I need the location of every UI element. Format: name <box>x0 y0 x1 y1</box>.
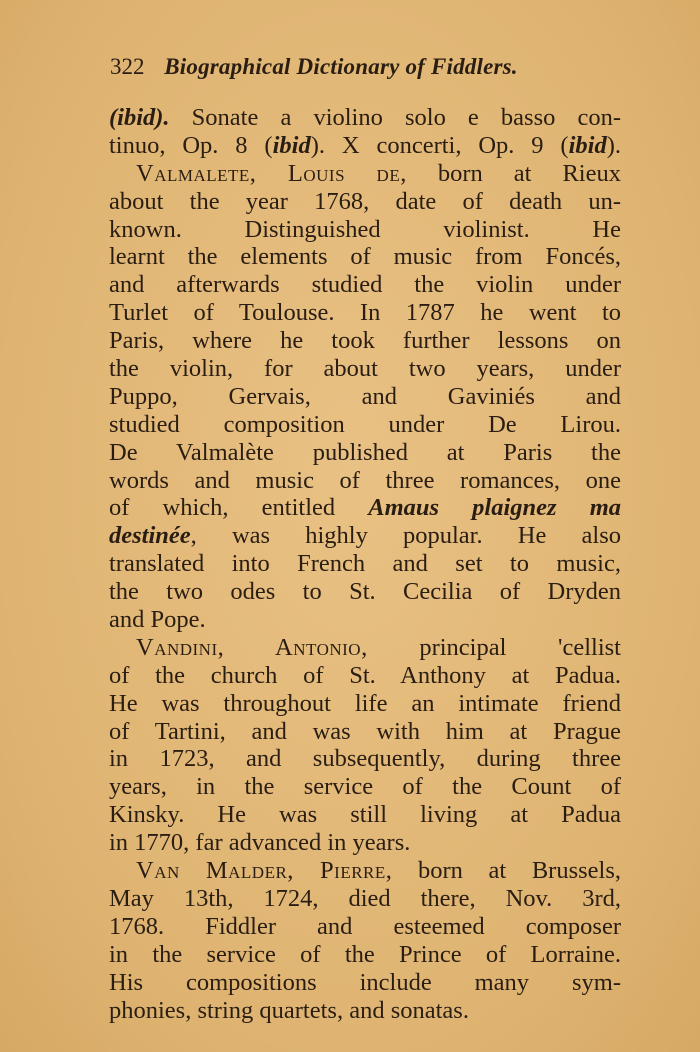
page-number: 322 <box>110 54 145 79</box>
text-line: tinuo, Op. 8 (ibid). X concerti, Op. 9 (ibid). <box>109 131 621 159</box>
running-head <box>110 50 590 84</box>
text-line: the two odes to St. Cecilia of Dryden <box>109 578 621 606</box>
text-line: the violin, for about two years, under <box>109 355 621 383</box>
text-line: studied composition under De Lirou. <box>109 410 621 438</box>
italic-citation: ibid <box>568 131 607 159</box>
text-line: May 13th, 1724, died there, Nov. 3rd, <box>109 884 621 912</box>
running-head-title: Biographical Dictionary of Fiddlers. <box>164 54 518 79</box>
entry-heading-line: Van Malder, Pierre, born at Brussels, <box>136 857 621 885</box>
text-line: translated into French and set to music, <box>109 550 621 578</box>
entry-name-valmalete: Valmalete, Louis de, <box>136 159 407 187</box>
text-line: years, in the service of the Count of <box>109 773 621 801</box>
text-line: His compositions include many sym- <box>109 968 621 996</box>
text-line: phonies, string quartets, and sonatas. <box>109 996 469 1024</box>
text-line: (ibid). Sonate a violino solo e basso con- <box>109 104 621 131</box>
text-line: of which, entitled Amaus plaignez ma <box>109 494 622 522</box>
text-line: words and music of three romances, one <box>109 466 621 494</box>
entry-heading-line: Valmalete, Louis de, born at Rieux <box>136 159 621 187</box>
text-line: De Valmalète published at Paris the <box>109 438 621 466</box>
text-line: in 1770, far advanced in years. <box>109 829 411 857</box>
italic-citation: (ibid). <box>109 104 170 131</box>
body-text <box>109 104 621 1024</box>
text-line: 1768. Fiddler and esteemed composer <box>109 912 621 940</box>
text-line: Turlet of Toulouse. In 1787 he went to <box>109 299 621 327</box>
italic-title: Amaus plaignez ma <box>368 494 622 522</box>
text-line: and Pope. <box>109 606 206 634</box>
text-line: Kinsky. He was still living at Padua <box>109 801 621 829</box>
text-line: learnt the elements of music from Foncés, <box>109 243 621 271</box>
text-line: and afterwards studied the violin under <box>109 271 621 299</box>
italic-title: destinée <box>109 522 191 550</box>
entry-heading-line: Vandini, Antonio, principal 'cellist <box>136 633 621 661</box>
text-line: in the service of the Prince of Lorraine. <box>109 940 621 968</box>
italic-citation: ibid <box>272 131 311 159</box>
text-line: He was throughout life an intimate friend <box>109 689 621 717</box>
text-line: of Tartini, and was with him at Prague <box>109 717 621 745</box>
text-line: about the year 1768, date of death un- <box>109 187 621 215</box>
text-line: of the church of St. Anthony at Padua. <box>109 661 621 689</box>
entry-name-van-malder: Van Malder, Pierre, <box>136 857 393 885</box>
text-line: in 1723, and subsequently, during three <box>109 745 621 773</box>
text-line: Puppo, Gervais, and Gaviniés and <box>109 382 621 410</box>
entry-name-vandini: Vandini, Antonio, <box>136 633 368 661</box>
text-line: Paris, where he took further lessons on <box>109 327 621 355</box>
text-line: destinée, was highly popular. He also <box>109 522 621 550</box>
text-line: known. Distinguished violinist. He <box>109 215 621 243</box>
